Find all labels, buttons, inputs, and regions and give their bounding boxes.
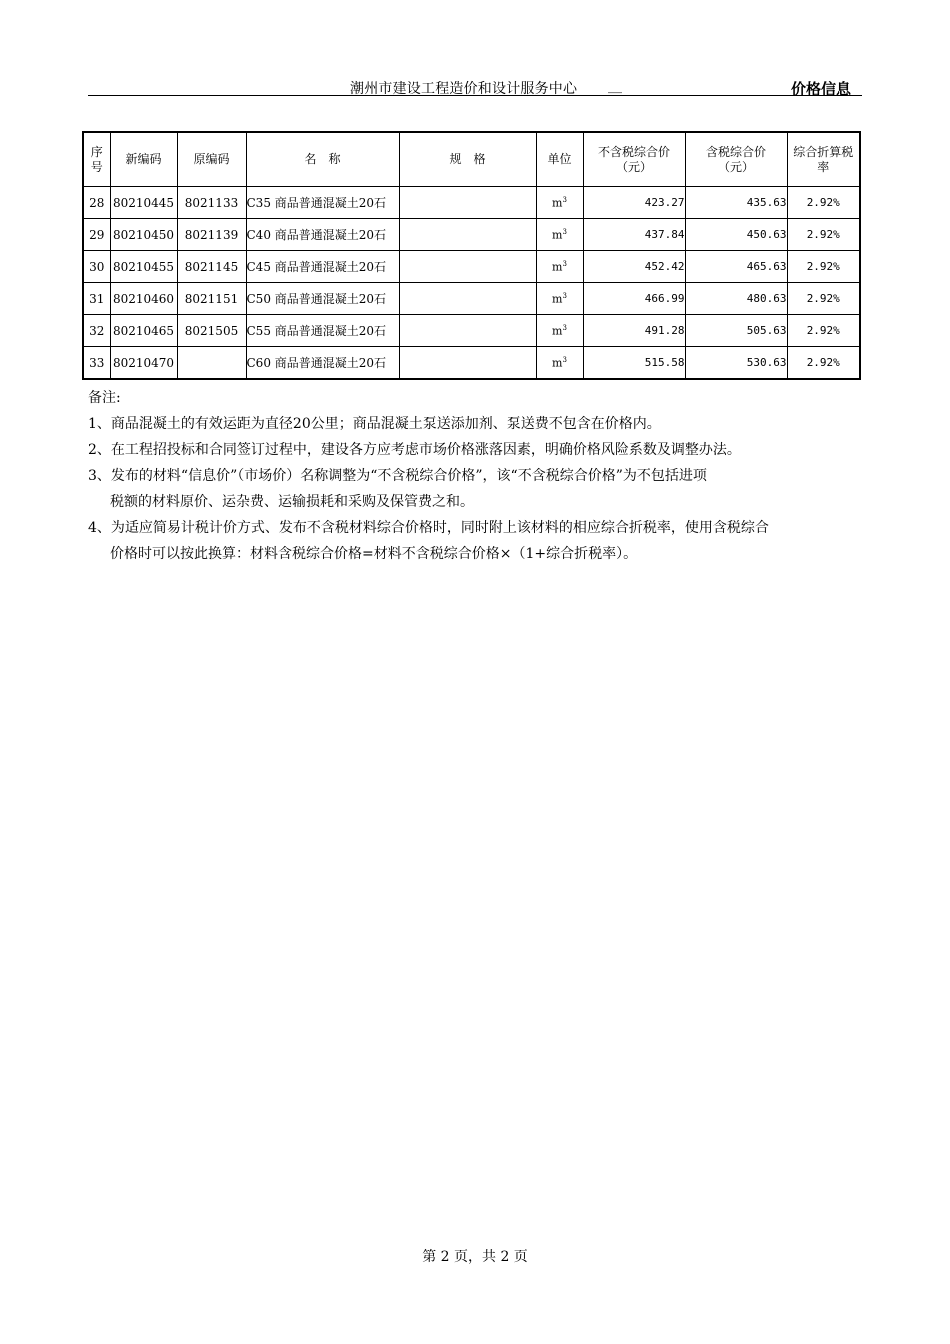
- cell-spec: [399, 283, 536, 315]
- note-item-continuation: 价格时可以按此换算：材料含税综合价格=材料不含税综合价格×（1+综合折税率）。: [110, 546, 638, 562]
- cell-name: C50 商品普通混凝土20石: [246, 283, 399, 315]
- price-table: [82, 131, 861, 380]
- cell-name: C40 商品普通混凝土20石: [246, 219, 399, 251]
- col-header-old-code: 原编码: [177, 132, 246, 187]
- cell-price-ex-tax: 466.99: [583, 283, 685, 315]
- cell-new-code: 80210470: [110, 347, 177, 380]
- header-underscore: __: [608, 78, 622, 94]
- header-section-title: 价格信息: [791, 80, 852, 98]
- cell-price-ex-tax: 452.42: [583, 251, 685, 283]
- col-header-tax-rate: 综合折算税 率: [787, 132, 860, 187]
- unit-text: m: [552, 228, 563, 242]
- note-item: 2、在工程招投标和合同签订过程中，建设各方应考虑市场价格涨落因素，明确价格风险系数及调整办法。: [88, 442, 741, 458]
- notes-heading: 备注:: [88, 390, 121, 406]
- cell-tax-rate: 2.92%: [787, 283, 860, 315]
- cell-new-code: 80210455: [110, 251, 177, 283]
- table-row: [83, 315, 860, 347]
- cell-spec: [399, 347, 536, 380]
- cell-new-code: 80210445: [110, 187, 177, 219]
- cell-name: C35 商品普通混凝土20石: [246, 187, 399, 219]
- cell-seq: 29: [83, 219, 110, 251]
- cell-unit: [536, 187, 583, 219]
- table-row: [83, 219, 860, 251]
- cell-price-ex-tax: 423.27: [583, 187, 685, 219]
- cell-old-code: 8021139: [177, 219, 246, 251]
- cell-seq: 32: [83, 315, 110, 347]
- col-header-name: 名 称: [246, 132, 399, 187]
- col-header-price-inc-tax: 含税综合价 （元）: [685, 132, 787, 187]
- note-item: 3、发布的材料“信息价”（市场价）名称调整为“不含税综合价格”，该“不含税综合价格”为不包括进项: [88, 468, 707, 484]
- cell-unit: [536, 315, 583, 347]
- cell-unit: [536, 283, 583, 315]
- cell-price-inc-tax: 450.63: [685, 219, 787, 251]
- unit-superscript: 3: [562, 291, 567, 300]
- cell-tax-rate: 2.92%: [787, 315, 860, 347]
- cell-unit: [536, 219, 583, 251]
- cell-seq: 28: [83, 187, 110, 219]
- cell-name: C60 商品普通混凝土20石: [246, 347, 399, 380]
- unit-superscript: 3: [562, 355, 567, 364]
- cell-new-code: 80210465: [110, 315, 177, 347]
- cell-name: C55 商品普通混凝土20石: [246, 315, 399, 347]
- table-row: [83, 251, 860, 283]
- cell-old-code: [177, 347, 246, 380]
- cell-spec: [399, 251, 536, 283]
- unit-superscript: 3: [562, 259, 567, 268]
- cell-spec: [399, 187, 536, 219]
- cell-price-inc-tax: 465.63: [685, 251, 787, 283]
- unit-text: m: [552, 356, 563, 370]
- cell-seq: 31: [83, 283, 110, 315]
- cell-unit: [536, 347, 583, 380]
- table-row: [83, 187, 860, 219]
- cell-price-inc-tax: 435.63: [685, 187, 787, 219]
- cell-unit: [536, 251, 583, 283]
- cell-tax-rate: 2.92%: [787, 187, 860, 219]
- col-header-seq: 序 号: [83, 132, 110, 187]
- cell-price-inc-tax: 480.63: [685, 283, 787, 315]
- cell-old-code: 8021133: [177, 187, 246, 219]
- cell-price-ex-tax: 437.84: [583, 219, 685, 251]
- cell-old-code: 8021145: [177, 251, 246, 283]
- cell-spec: [399, 219, 536, 251]
- unit-text: m: [552, 324, 563, 338]
- header-org-title: 潮州市建设工程造价和设计服务中心: [350, 81, 578, 97]
- notes-section: [88, 385, 858, 567]
- cell-price-inc-tax: 530.63: [685, 347, 787, 380]
- col-header-unit: 单位: [536, 132, 583, 187]
- table-row: [83, 347, 860, 380]
- cell-new-code: 80210450: [110, 219, 177, 251]
- unit-text: m: [552, 196, 563, 210]
- cell-tax-rate: 2.92%: [787, 251, 860, 283]
- cell-price-ex-tax: 515.58: [583, 347, 685, 380]
- cell-tax-rate: 2.92%: [787, 347, 860, 380]
- cell-tax-rate: 2.92%: [787, 219, 860, 251]
- cell-price-inc-tax: 505.63: [685, 315, 787, 347]
- unit-superscript: 3: [562, 323, 567, 332]
- cell-old-code: 8021151: [177, 283, 246, 315]
- table-row: [83, 283, 860, 315]
- unit-superscript: 3: [562, 195, 567, 204]
- cell-name: C45 商品普通混凝土20石: [246, 251, 399, 283]
- cell-spec: [399, 315, 536, 347]
- note-item: 4、为适应简易计税计价方式、发布不含税材料综合价格时，同时附上该材料的相应综合折税率，使用含税综合: [88, 520, 769, 536]
- unit-superscript: 3: [562, 227, 567, 236]
- cell-seq: 33: [83, 347, 110, 380]
- note-item-continuation: 税额的材料原价、运杂费、运输损耗和采购及保管费之和。: [110, 494, 474, 510]
- unit-text: m: [552, 292, 563, 306]
- page-number: 第 2 页，共 2 页: [422, 1249, 528, 1265]
- cell-price-ex-tax: 491.28: [583, 315, 685, 347]
- note-item: 1、商品混凝土的有效运距为直径20公里；商品混凝土泵送添加剂、泵送费不包含在价格内。: [88, 416, 661, 432]
- col-header-price-ex-tax: 不含税综合价 （元）: [583, 132, 685, 187]
- col-header-spec: 规 格: [399, 132, 536, 187]
- unit-text: m: [552, 260, 563, 274]
- table-header-row: [83, 132, 860, 187]
- cell-old-code: 8021505: [177, 315, 246, 347]
- cell-new-code: 80210460: [110, 283, 177, 315]
- header-rule: [88, 95, 862, 96]
- cell-seq: 30: [83, 251, 110, 283]
- col-header-new-code: 新编码: [110, 132, 177, 187]
